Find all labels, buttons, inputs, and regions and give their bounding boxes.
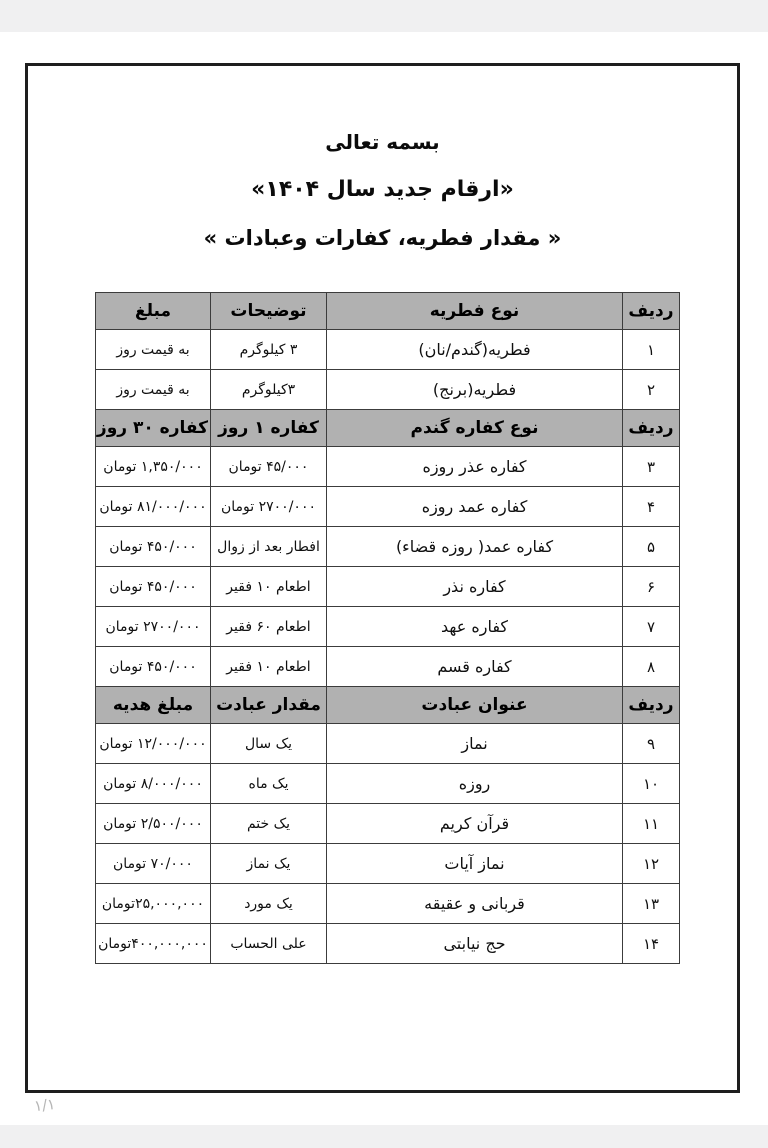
row-number-cell: ۱۴: [623, 924, 680, 964]
document-page: [25, 63, 740, 1093]
table-row: [96, 764, 680, 804]
column-header: نوع فطریه: [327, 293, 623, 330]
table-row: [96, 447, 680, 487]
row-number-cell: ۱۲: [623, 844, 680, 884]
column-header: مبلغ هدیه: [96, 687, 211, 724]
table-row: [96, 724, 680, 764]
column-header: نوع کفاره گندم: [327, 410, 623, 447]
table-cell: ۲۷۰۰/۰۰۰ تومان: [96, 607, 211, 647]
table-cell: کفاره نذر: [327, 567, 623, 607]
table-cell: قرآن کریم: [327, 804, 623, 844]
table-row: [96, 567, 680, 607]
table-cell: حج نیابتی: [327, 924, 623, 964]
column-header: ردیف: [623, 687, 680, 724]
table-header-row: [96, 410, 680, 447]
table-cell: ۴۵۰/۰۰۰ تومان: [96, 567, 211, 607]
column-header: کفاره ۳۰ روز: [96, 410, 211, 447]
page-number: ۱/۱: [33, 1094, 57, 1116]
table-cell: اطعام ۱۰ فقیر: [211, 567, 327, 607]
row-number-cell: ۹: [623, 724, 680, 764]
table-cell: یک سال: [211, 724, 327, 764]
column-header: کفاره ۱ روز: [211, 410, 327, 447]
table-cell: ۷۰/۰۰۰ تومان: [96, 844, 211, 884]
table-row: [96, 924, 680, 964]
table-row: [96, 844, 680, 884]
table-cell: اطعام ۱۰ فقیر: [211, 647, 327, 687]
row-number-cell: ۴: [623, 487, 680, 527]
row-number-cell: ۵: [623, 527, 680, 567]
table-cell: یک ختم: [211, 804, 327, 844]
table-row: [96, 647, 680, 687]
table-cell: ۲۵,۰۰۰,۰۰۰تومان: [96, 884, 211, 924]
column-header: ردیف: [623, 410, 680, 447]
column-header: توضیحات: [211, 293, 327, 330]
row-number-cell: ۶: [623, 567, 680, 607]
table-cell: علی الحساب: [211, 924, 327, 964]
table-cell: ۱۲/۰۰۰/۰۰۰ تومان: [96, 724, 211, 764]
title-bismillah: بسمه تعالی: [325, 130, 440, 154]
table-cell: کفاره عمد روزه: [327, 487, 623, 527]
row-number-cell: ۱۰: [623, 764, 680, 804]
table-cell: قربانی و عقیقه: [327, 884, 623, 924]
table-cell: نماز آیات: [327, 844, 623, 884]
document-title-block: [28, 66, 737, 252]
row-number-cell: ۲: [623, 370, 680, 410]
table-cell: کفاره عمد( روزه قضاء): [327, 527, 623, 567]
table-row: [96, 527, 680, 567]
table-cell: ۳ کیلوگرم: [211, 330, 327, 370]
table-cell: روزه: [327, 764, 623, 804]
table-cell: فطریه(گندم/نان): [327, 330, 623, 370]
table-header-row: [96, 687, 680, 724]
table-row: [96, 487, 680, 527]
table-cell: ۸/۰۰۰/۰۰۰ تومان: [96, 764, 211, 804]
table-cell: افطار بعد از زوال: [211, 527, 327, 567]
table-cell: ۲/۵۰۰/۰۰۰ تومان: [96, 804, 211, 844]
table-cell: ۲۷۰۰/۰۰۰ تومان: [211, 487, 327, 527]
column-header: ردیف: [623, 293, 680, 330]
table-row: [96, 884, 680, 924]
table-cell: به قیمت روز: [96, 330, 211, 370]
column-header: مقدار عبادت: [211, 687, 327, 724]
table-cell: کفاره قسم: [327, 647, 623, 687]
column-header: عنوان عبادت: [327, 687, 623, 724]
table-header-row: [96, 293, 680, 330]
bottom-band: [0, 1125, 768, 1148]
title-year: «ارقام جدید سال ۱۴۰۴»: [251, 177, 514, 202]
table-cell: یک مورد: [211, 884, 327, 924]
table-cell: یک نماز: [211, 844, 327, 884]
table-cell: نماز: [327, 724, 623, 764]
table-cell: ۴۰۰,۰۰۰,۰۰۰تومان: [96, 924, 211, 964]
table-row: [96, 370, 680, 410]
table-row: [96, 330, 680, 370]
table-cell: کفاره عذر روزه: [327, 447, 623, 487]
row-number-cell: ۱۳: [623, 884, 680, 924]
table-row: [96, 804, 680, 844]
table-cell: ۴۵/۰۰۰ تومان: [211, 447, 327, 487]
table-row: [96, 607, 680, 647]
row-number-cell: ۷: [623, 607, 680, 647]
row-number-cell: ۱: [623, 330, 680, 370]
column-header: مبلغ: [96, 293, 211, 330]
table-cell: ۴۵۰/۰۰۰ تومان: [96, 647, 211, 687]
rates-table: [95, 292, 680, 964]
table-cell: ۳کیلوگرم: [211, 370, 327, 410]
row-number-cell: ۳: [623, 447, 680, 487]
table-cell: ۱,۳۵۰/۰۰۰ تومان: [96, 447, 211, 487]
top-band: [0, 0, 768, 32]
table-cell: ۸۱/۰۰۰/۰۰۰ تومان: [96, 487, 211, 527]
table-cell: به قیمت روز: [96, 370, 211, 410]
title-subject: « مقدار فطریه، کفارات وعبادات »: [203, 226, 562, 250]
table-cell: یک ماه: [211, 764, 327, 804]
table-cell: فطریه(برنج): [327, 370, 623, 410]
row-number-cell: ۸: [623, 647, 680, 687]
table-cell: ۴۵۰/۰۰۰ تومان: [96, 527, 211, 567]
row-number-cell: ۱۱: [623, 804, 680, 844]
table-cell: کفاره عهد: [327, 607, 623, 647]
table-cell: اطعام ۶۰ فقیر: [211, 607, 327, 647]
